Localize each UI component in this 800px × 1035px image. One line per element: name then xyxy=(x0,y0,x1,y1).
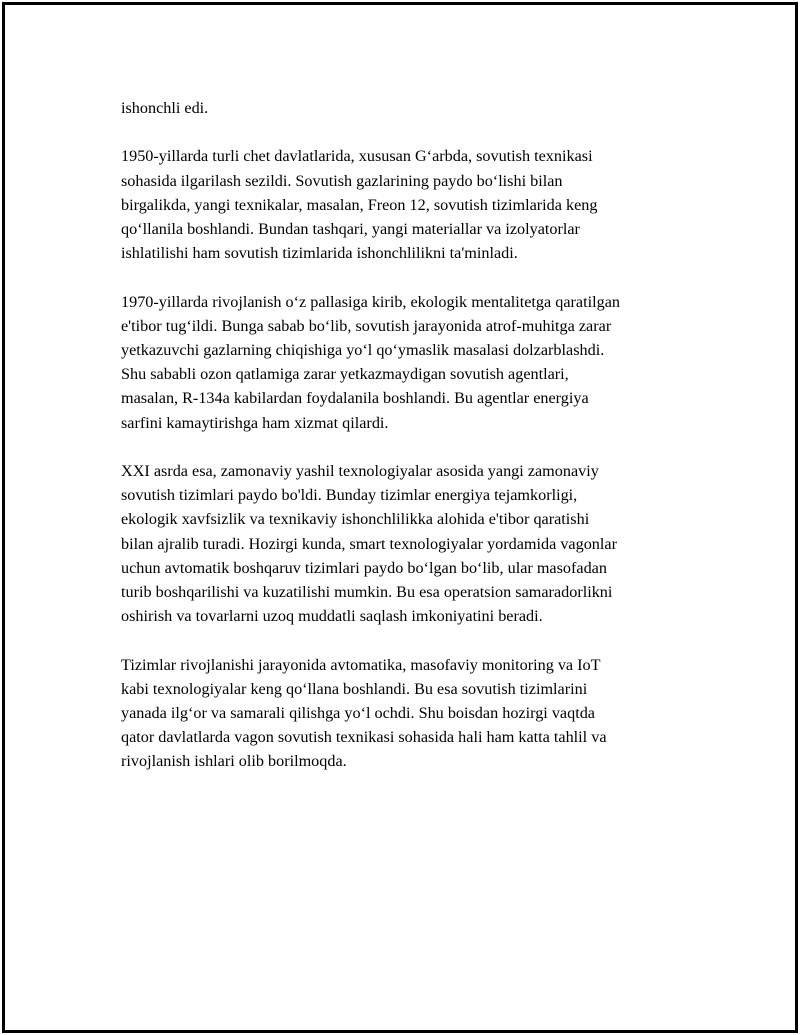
paragraph-21st-century: XXI asrda esa, zamonaviy yashil texnologiyalar asosida yangi zamonaviy sovutish tizimlari paydo bo'ldi. Bunday tizimlar energiya tejamkorligi, ekologik xavfsizlik va texnikaviy ishonchlilikka alohida e'tibor qaratishi bilan ajralib turadi. Hozirgi kunda, smart texnologiyalar yordamida vagonlar uchun avtomatik boshqaruv tizimlari paydo bo‘lgan bo‘lib, ular masofadan turib boshqarilishi va kuzatilishi mumkin. Bu esa operatsion samaradorlikni oshirish va tovarlarni uzoq muddatli saqlash imkoniyatini beradi. xyxy=(121,462,617,626)
paragraph-1950s: 1950-yillarda turli chet davlatlarida, xususan G‘arbda, sovutish texnikasi sohasida ilgarilash sezildi. Sovutish gazlarining paydo bo‘lishi bilan birgalikda, yangi texnikalar, masalan, Freon 12, sovutish tizimlarida keng qo‘llanila boshlandi. Bundan tashqari, yangi materiallar va izolyatorlar ishlatilishi ham sovutish tizimlarida ishonchlilikni ta'minladi. xyxy=(121,147,598,263)
paragraph-automation-iot: Tizimlar rivojlanishi jarayonida avtomatika, masofaviy monitoring va IoT kabi texnologiyalar keng qo‘llana boshlandi. Bu esa sovutish tizimlarini yanada ilg‘or va samarali qilishga yo‘l ochdi. Shu boisdan hozirgi vaqtda qator davlatlarda vagon sovutish texnikasi sohasida hali ham katta tahlil va rivojlanish ishlari olib borilmoqda. xyxy=(121,655,607,771)
paragraph-1970s: 1970-yillarda rivojlanish o‘z pallasiga kirib, ekologik mentalitetga qaratilgan e'tibor tug‘ildi. Bunga sabab bo‘lib, sovutish jarayonida atrof-muhitga zarar yetkazuvchi gazlarning chiqishiga yo‘l qo‘ymaslik masalasi dolzarblashdi. Shu sababli ozon qatlamiga zarar yetkazmaydigan sovutish agentlari, masalan, R-134a kabilardan foydalanila boshlandi. Bu agentlar energiya sarfini kamaytirishga ham xizmat qilardi. xyxy=(121,292,620,432)
page-body xyxy=(121,96,701,798)
page-frame xyxy=(2,2,798,1033)
paragraph-continuation: ishonchli edi. xyxy=(121,99,209,117)
